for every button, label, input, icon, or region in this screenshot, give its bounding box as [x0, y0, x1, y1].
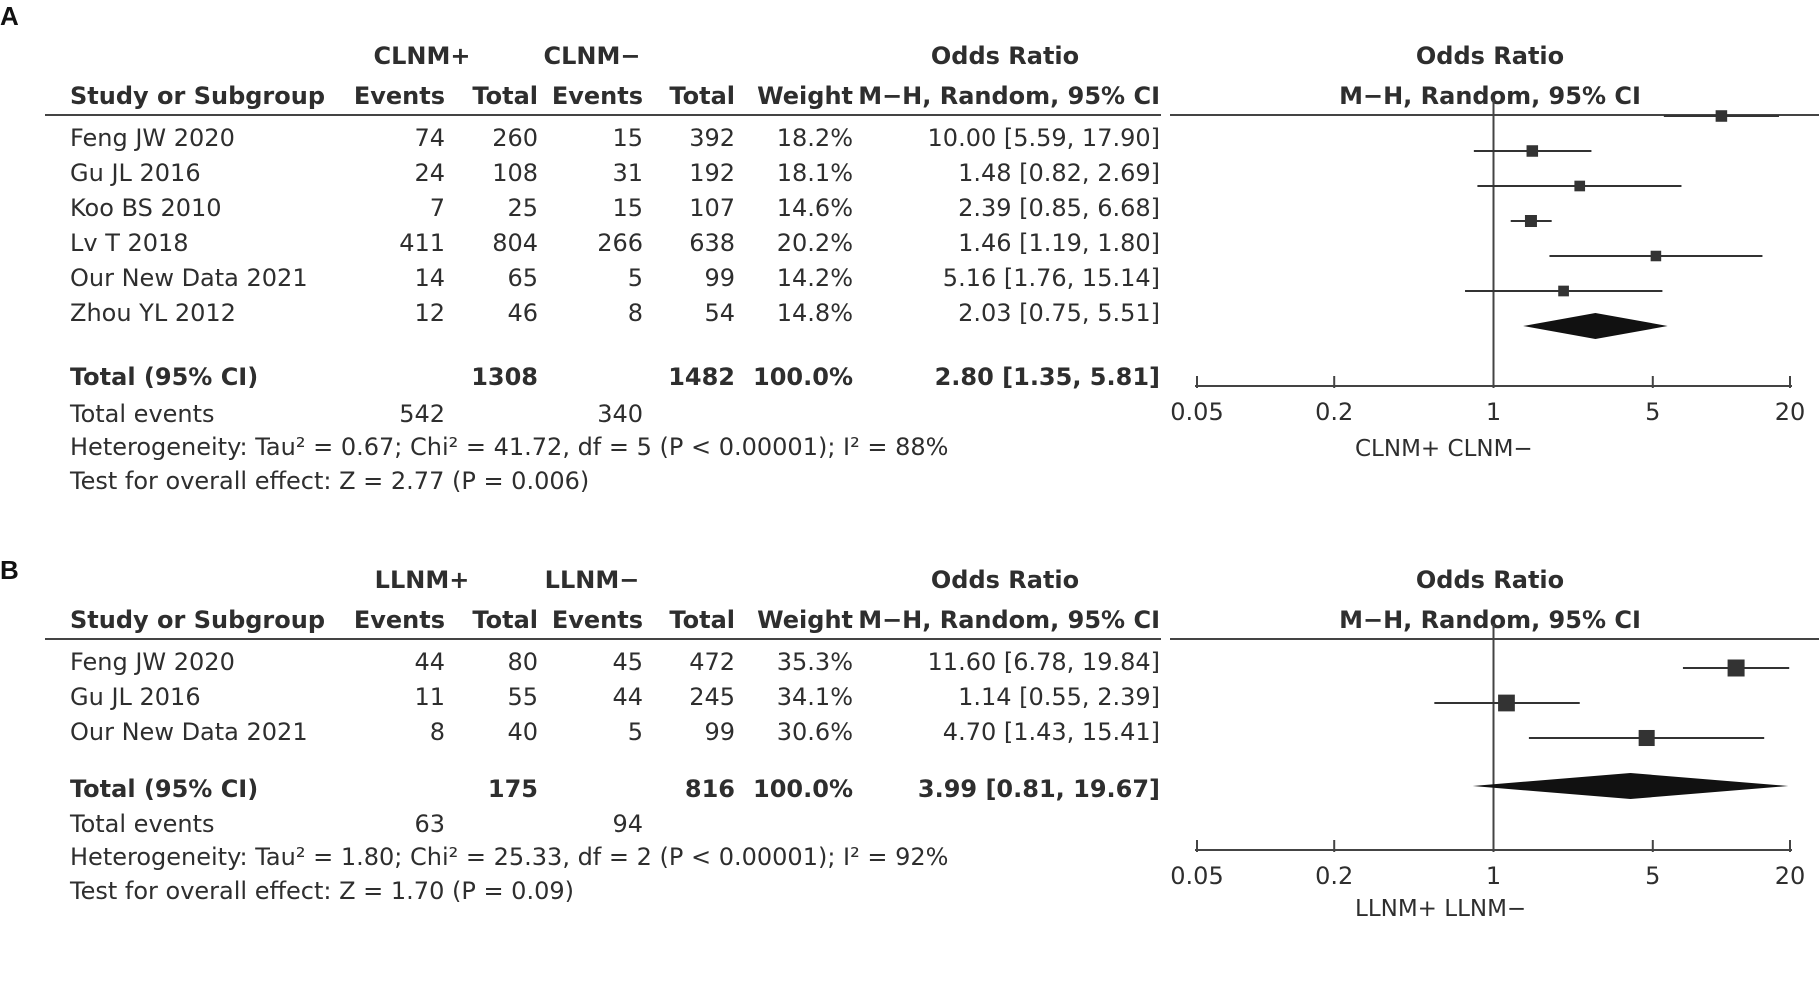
- events-pos: 7: [429, 194, 445, 222]
- x-tick-label: 0.2: [1315, 862, 1354, 890]
- col-weight-header: Weight: [757, 606, 853, 634]
- weight: 18.1%: [776, 159, 853, 187]
- or-ci: 1.48 [0.82, 2.69]: [958, 159, 1160, 187]
- or-ci: 4.70 [1.43, 15.41]: [942, 718, 1160, 746]
- x-tick-label: 5: [1645, 862, 1661, 890]
- overall-effect-test: Test for overall effect: Z = 1.70 (P = 0.09): [70, 877, 574, 905]
- events-pos: 44: [414, 648, 445, 676]
- study-marker: [1639, 730, 1655, 746]
- total-pos: 108: [492, 159, 538, 187]
- x-tick-label: 0.2: [1315, 398, 1354, 426]
- study-name: Gu JL 2016: [70, 159, 201, 187]
- x-tick-label: 5: [1645, 398, 1661, 426]
- study-name: Our New Data 2021: [70, 718, 308, 746]
- weight: 18.2%: [776, 124, 853, 152]
- study-marker: [1716, 110, 1728, 122]
- forest-plot: [1170, 624, 1819, 934]
- events-neg: 15: [612, 194, 643, 222]
- total-or-ci: 3.99 [0.81, 19.67]: [917, 775, 1160, 803]
- favours-label: LLNM+ LLNM−: [1355, 896, 1527, 922]
- total-neg: 99: [704, 718, 735, 746]
- total-events-pos: 63: [414, 810, 445, 838]
- forest-plot-panel-b: [0, 524, 1819, 989]
- total-neg-n: 816: [684, 775, 735, 803]
- col-total1-header: Total: [472, 82, 538, 110]
- study-marker: [1728, 660, 1745, 677]
- events-pos: 411: [399, 229, 445, 257]
- x-tick-label: 0.05: [1170, 398, 1224, 426]
- plot-or-method: M−H, Random, 95% CI: [1339, 82, 1641, 110]
- overall-effect-test: Test for overall effect: Z = 2.77 (P = 0.006): [70, 467, 590, 495]
- total-pos: 260: [492, 124, 538, 152]
- events-pos: 24: [414, 159, 445, 187]
- weight: 20.2%: [776, 229, 853, 257]
- study-name: Lv T 2018: [70, 229, 189, 257]
- col-total1-header: Total: [472, 606, 538, 634]
- heterogeneity-stat: Heterogeneity: Tau² = 1.80; Chi² = 25.33, df = 2 (P < 0.00001); I² = 92%: [70, 843, 949, 871]
- total-pos-n: 1308: [471, 363, 538, 391]
- col-weight-header: Weight: [757, 82, 853, 110]
- pooled-diamond: [1523, 313, 1667, 339]
- or-ci: 2.39 [0.85, 6.68]: [958, 194, 1160, 222]
- total-events-label: Total events: [70, 400, 215, 428]
- total-pos: 65: [507, 264, 538, 292]
- total-pos: 46: [507, 299, 538, 327]
- total-events-neg: 94: [612, 810, 643, 838]
- col-or-method-header: M−H, Random, 95% CI: [858, 82, 1160, 110]
- study-marker: [1527, 145, 1539, 157]
- col-study-header: Study or Subgroup: [70, 82, 326, 110]
- total-events-pos: 542: [399, 400, 445, 428]
- x-tick-label: 0.05: [1170, 862, 1224, 890]
- total-neg: 99: [704, 264, 735, 292]
- plot-or-method: M−H, Random, 95% CI: [1339, 606, 1641, 634]
- total-label: Total (95% CI): [70, 775, 259, 803]
- study-name: Zhou YL 2012: [70, 299, 236, 327]
- x-tick-label: 20: [1774, 862, 1806, 890]
- plot-or-title: Odds Ratio: [1415, 566, 1565, 594]
- col-or-method-header: M−H, Random, 95% CI: [858, 606, 1160, 634]
- total-neg: 107: [689, 194, 735, 222]
- plot-or-title: Odds Ratio: [1415, 42, 1565, 70]
- events-neg: 8: [627, 299, 643, 327]
- or-ci: 5.16 [1.76, 15.14]: [942, 264, 1160, 292]
- group-pos-header: CLNM+: [373, 42, 471, 70]
- group-neg-header: CLNM−: [543, 42, 641, 70]
- events-pos: 74: [414, 124, 445, 152]
- x-tick-label: 1: [1485, 398, 1502, 426]
- or-ci: 2.03 [0.75, 5.51]: [958, 299, 1160, 327]
- total-neg: 54: [704, 299, 735, 327]
- weight: 14.8%: [776, 299, 853, 327]
- col-events1-header: Events: [353, 606, 445, 634]
- study-name: Koo BS 2010: [70, 194, 222, 222]
- total-pos: 40: [507, 718, 538, 746]
- study-name: Feng JW 2020: [70, 124, 235, 152]
- events-neg: 44: [612, 683, 643, 711]
- x-tick-label: 1: [1485, 862, 1502, 890]
- total-pos: 804: [492, 229, 538, 257]
- total-neg: 472: [689, 648, 735, 676]
- col-total2-header: Total: [669, 82, 735, 110]
- events-neg: 45: [612, 648, 643, 676]
- x-tick-label: 20: [1774, 398, 1806, 426]
- total-weight: 100.0%: [753, 363, 853, 391]
- total-label: Total (95% CI): [70, 363, 259, 391]
- events-neg: 266: [597, 229, 643, 257]
- or-ci: 1.14 [0.55, 2.39]: [958, 683, 1160, 711]
- total-pos: 55: [507, 683, 538, 711]
- study-marker: [1498, 695, 1515, 712]
- table-header-rule: [45, 114, 1161, 116]
- or-ci: 11.60 [6.78, 19.84]: [927, 648, 1160, 676]
- total-events-label: Total events: [70, 810, 215, 838]
- study-marker: [1525, 215, 1537, 227]
- study-name: Gu JL 2016: [70, 683, 201, 711]
- weight: 14.6%: [776, 194, 853, 222]
- total-or-ci: 2.80 [1.35, 5.81]: [934, 363, 1160, 391]
- weight: 30.6%: [776, 718, 853, 746]
- group-pos-header: LLNM+: [374, 566, 470, 594]
- total-neg: 392: [689, 124, 735, 152]
- total-neg-n: 1482: [668, 363, 735, 391]
- study-marker: [1651, 251, 1662, 262]
- table-header-rule: [45, 638, 1161, 640]
- study-name: Our New Data 2021: [70, 264, 308, 292]
- events-pos: 8: [429, 718, 445, 746]
- weight: 34.1%: [776, 683, 853, 711]
- events-neg: 15: [612, 124, 643, 152]
- events-pos: 14: [414, 264, 445, 292]
- panel-letter: B: [0, 555, 19, 585]
- col-events1-header: Events: [353, 82, 445, 110]
- weight: 14.2%: [776, 264, 853, 292]
- favours-label: CLNM+ CLNM−: [1355, 436, 1533, 462]
- panel-letter: A: [0, 1, 19, 31]
- study-marker: [1558, 286, 1569, 297]
- forest-plot: [1170, 100, 1819, 520]
- or-ci: 10.00 [5.59, 17.90]: [927, 124, 1160, 152]
- col-study-header: Study or Subgroup: [70, 606, 326, 634]
- col-events2-header: Events: [551, 82, 643, 110]
- or-title-header: Odds Ratio: [930, 42, 1080, 70]
- col-total2-header: Total: [669, 606, 735, 634]
- pooled-diamond: [1473, 773, 1789, 799]
- total-pos: 25: [507, 194, 538, 222]
- study-marker: [1574, 181, 1585, 192]
- total-pos: 80: [507, 648, 538, 676]
- events-pos: 11: [414, 683, 445, 711]
- or-title-header: Odds Ratio: [930, 566, 1080, 594]
- group-neg-header: LLNM−: [544, 566, 640, 594]
- or-ci: 1.46 [1.19, 1.80]: [958, 229, 1160, 257]
- total-neg: 638: [689, 229, 735, 257]
- col-events2-header: Events: [551, 606, 643, 634]
- weight: 35.3%: [776, 648, 853, 676]
- events-neg: 5: [627, 264, 643, 292]
- events-neg: 31: [612, 159, 643, 187]
- events-neg: 5: [627, 718, 643, 746]
- total-pos-n: 175: [487, 775, 538, 803]
- study-name: Feng JW 2020: [70, 648, 235, 676]
- total-events-neg: 340: [597, 400, 643, 428]
- heterogeneity-stat: Heterogeneity: Tau² = 0.67; Chi² = 41.72, df = 5 (P < 0.00001); I² = 88%: [70, 433, 949, 461]
- events-pos: 12: [414, 299, 445, 327]
- total-neg: 192: [689, 159, 735, 187]
- total-neg: 245: [689, 683, 735, 711]
- total-weight: 100.0%: [753, 775, 853, 803]
